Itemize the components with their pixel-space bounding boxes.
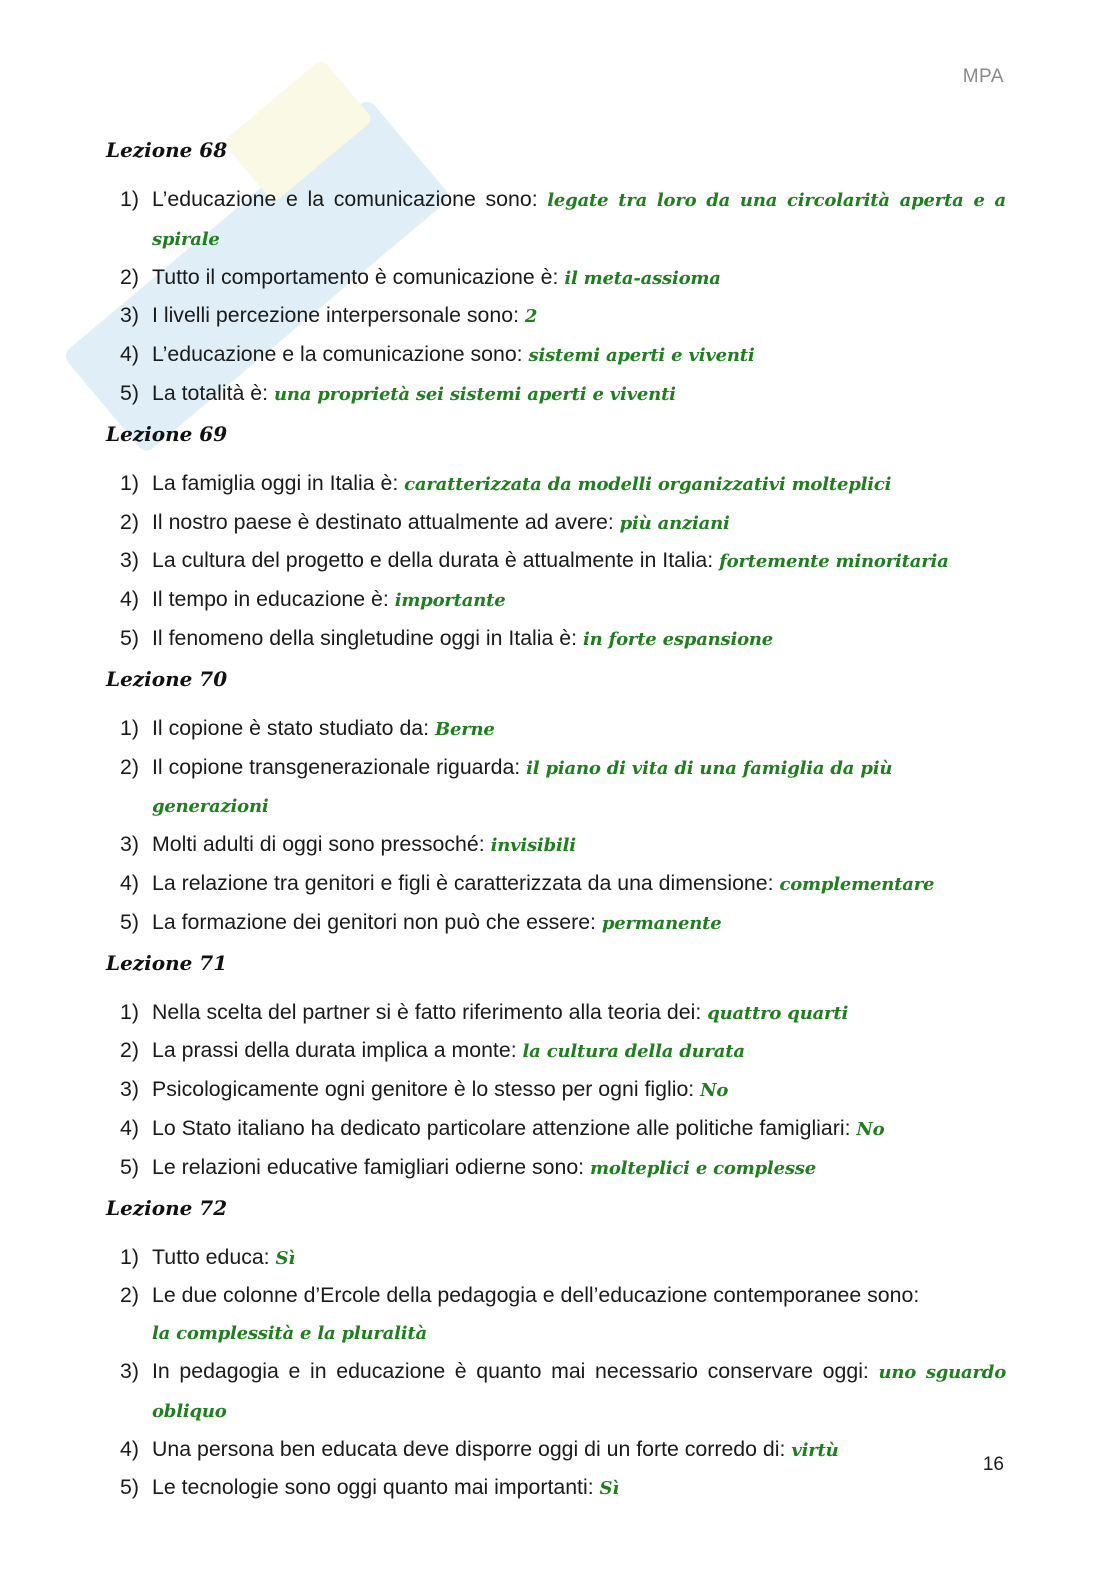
item-number: 2): [120, 754, 139, 779]
question-list: [106, 181, 1006, 414]
list-item: [106, 710, 1006, 749]
item-number: 5): [120, 380, 139, 405]
list-item: [106, 581, 1006, 620]
lesson-68: [106, 132, 1006, 414]
lesson-72: [106, 1190, 1006, 1509]
answer-text: il meta-assioma: [564, 267, 721, 289]
answer-text: Berne: [434, 718, 495, 740]
list-item: [106, 465, 1006, 504]
question-text: Tutto il comportamento è comunicazione è:: [152, 264, 565, 289]
list-item: [106, 297, 1006, 336]
item-number: 3): [120, 303, 139, 328]
question-list: [106, 710, 1006, 943]
list-item: [106, 749, 1006, 827]
item-number: 4): [120, 342, 139, 367]
question-text: Le tecnologie sono oggi quanto mai importanti:: [152, 1475, 600, 1500]
item-number: 5): [120, 625, 139, 650]
item-number: 2): [120, 1283, 139, 1308]
item-number: 2): [120, 264, 139, 289]
question-text: Nella scelta del partner si è fatto riferimento alla teoria dei:: [152, 999, 708, 1024]
question-list: [106, 465, 1006, 659]
item-number: 4): [120, 1115, 139, 1140]
question-text: Una persona ben educata deve disporre oggi di un forte corredo di:: [152, 1436, 792, 1461]
lesson-69: [106, 416, 1006, 659]
item-number: 3): [120, 548, 139, 573]
answer-text: virtù: [791, 1439, 839, 1461]
list-item: [106, 504, 1006, 543]
answer-text: invisibili: [490, 835, 576, 857]
answer-text: una proprietà sei sistemi aperti e viventi: [273, 383, 676, 405]
question-text: Molti adulti di oggi sono pressoché:: [152, 832, 491, 857]
item-number: 1): [120, 470, 139, 495]
question-text: L’educazione e la comunicazione sono:: [152, 187, 548, 211]
document-body: [106, 132, 1006, 1510]
lesson-70: [106, 661, 1006, 943]
item-number: 1): [120, 1244, 139, 1269]
page-number: 16: [982, 1454, 1004, 1475]
answer-text: caratterizzata da modelli organizzativi molteplici: [404, 473, 892, 495]
question-text: La famiglia oggi in Italia è:: [152, 470, 405, 495]
answer-text: la complessità e la pluralità: [152, 1323, 428, 1345]
item-number: 5): [120, 1154, 139, 1179]
list-item: [106, 181, 1006, 259]
answer-text: sistemi aperti e viventi: [528, 345, 755, 367]
answer-text: molteplici e complesse: [590, 1157, 816, 1179]
question-text: Tutto educa:: [152, 1244, 276, 1269]
header-tag: MPA: [962, 66, 1004, 87]
list-item: [106, 1469, 1006, 1508]
item-number: 1): [120, 715, 139, 740]
question-text: In pedagogia e in educazione è quanto mai necessario conservare oggi:: [152, 1358, 879, 1383]
question-text: La prassi della durata implica a monte:: [152, 1038, 523, 1063]
question-text: Il nostro paese è destinato attualmente ad avere:: [152, 509, 620, 534]
list-item: [106, 259, 1006, 298]
answer-text: importante: [394, 590, 506, 612]
question-list: [106, 994, 1006, 1188]
answer-text: Sì: [275, 1247, 295, 1269]
answer-text: No: [700, 1080, 729, 1102]
list-item: [106, 620, 1006, 659]
question-text: I livelli percezione interpersonale sono:: [152, 303, 525, 328]
question-text: Psicologicamente ogni genitore è lo stesso per ogni figlio:: [152, 1077, 701, 1102]
list-item: [106, 1110, 1006, 1149]
question-text: La formazione dei genitori non può che essere:: [152, 909, 602, 934]
lesson-title: Lezione 69: [106, 421, 228, 446]
answer-text: il piano di vita di una famiglia da più generazioni: [152, 757, 893, 818]
item-number: 3): [120, 832, 139, 857]
list-item: [106, 375, 1006, 414]
list-item: [106, 1353, 1006, 1431]
list-item: [106, 1431, 1006, 1470]
answer-text: più anziani: [619, 512, 730, 534]
question-text: La totalità è:: [152, 380, 274, 405]
item-number: 4): [120, 587, 139, 612]
list-item: [106, 826, 1006, 865]
list-item: [106, 865, 1006, 904]
item-number: 2): [120, 509, 139, 534]
question-list: [106, 1239, 1006, 1509]
answer-text: Sì: [599, 1478, 619, 1500]
list-item: [106, 1032, 1006, 1071]
question-text: Le due colonne d’Ercole della pedagogia e dell’educazione contemporanee sono:: [152, 1283, 920, 1308]
list-item: [106, 1071, 1006, 1110]
answer-text: in forte espansione: [582, 628, 774, 650]
list-item: [106, 336, 1006, 375]
answer-text: uno sguardo obliquo: [152, 1361, 1006, 1422]
lesson-71: [106, 945, 1006, 1188]
question-text: La cultura del progetto e della durata è attualmente in Italia:: [152, 548, 720, 573]
question-text: Il copione è stato studiato da:: [152, 715, 435, 740]
item-number: 4): [120, 1436, 139, 1461]
item-number: 1): [120, 999, 139, 1024]
answer-text: permanente: [601, 912, 722, 934]
question-text: Il copione transgenerazionale riguarda:: [152, 754, 527, 779]
answer-text: fortemente minoritaria: [719, 551, 949, 573]
answer-text: complementare: [779, 873, 935, 895]
item-number: 5): [120, 909, 139, 934]
answer-text: 2: [524, 306, 538, 328]
answer-text: legate tra loro da una circolarità aperta e a spirale: [152, 190, 1006, 250]
lesson-title: Lezione 68: [106, 138, 228, 162]
item-number: 3): [120, 1358, 139, 1383]
lesson-title: Lezione 71: [106, 950, 228, 975]
list-item: [106, 1277, 1006, 1353]
item-number: 5): [120, 1475, 139, 1500]
answer-text: quattro quarti: [707, 1002, 849, 1024]
item-number: 1): [120, 187, 139, 211]
lesson-title: Lezione 72: [106, 1195, 228, 1220]
question-text: Lo Stato italiano ha dedicato particolare attenzione alle politiche famigliari:: [152, 1115, 857, 1140]
item-number: 4): [120, 870, 139, 895]
answer-text: No: [856, 1118, 885, 1140]
lesson-title: Lezione 70: [106, 666, 228, 691]
question-text: Il tempo in educazione è:: [152, 587, 395, 612]
item-number: 2): [120, 1038, 139, 1063]
list-item: [106, 1149, 1006, 1188]
question-text: La relazione tra genitori e figli è caratterizzata da una dimensione:: [152, 870, 780, 895]
answer-text: la cultura della durata: [522, 1041, 745, 1063]
item-number: 3): [120, 1077, 139, 1102]
question-text: Le relazioni educative famigliari odierne sono:: [152, 1154, 591, 1179]
list-item: [106, 904, 1006, 943]
list-item: [106, 994, 1006, 1033]
question-text: Il fenomeno della singletudine oggi in Italia è:: [152, 625, 583, 650]
question-text: L’educazione e la comunicazione sono:: [152, 342, 529, 367]
list-item: [106, 1239, 1006, 1278]
list-item: [106, 542, 1006, 581]
